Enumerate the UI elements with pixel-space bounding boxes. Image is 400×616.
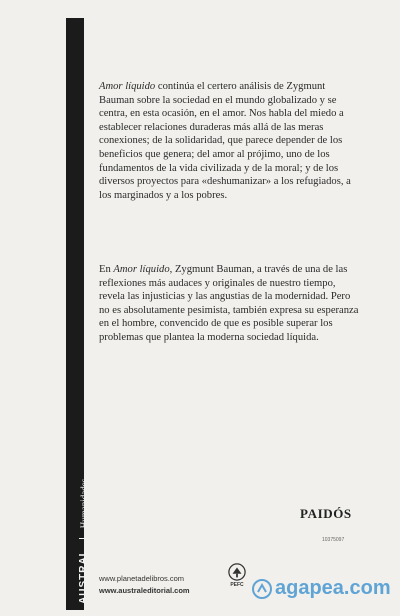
watermark-text: agapea.com (275, 577, 391, 599)
book-title-italic: Amor líquido (99, 81, 156, 92)
pefc-label: PEFC (230, 582, 244, 588)
pefc-logo-icon (228, 563, 246, 581)
spine-text (78, 479, 89, 604)
watermark-logo-icon (252, 579, 272, 599)
url-austral: www.australeditorial.com (99, 586, 190, 595)
book-title-italic-2: Amor líquido (113, 264, 170, 275)
spine-category: Humanidades (78, 478, 89, 529)
watermark (252, 577, 391, 600)
spine-brand: AUSTRAL (78, 549, 89, 604)
publisher-logo: PAIDÓS (300, 506, 352, 521)
book-spine (66, 18, 89, 610)
product-code: 10375097 (322, 537, 345, 543)
blurb-lead-2: En (99, 264, 114, 275)
pefc-certification (228, 563, 246, 588)
blurb-paragraph-2 (99, 263, 361, 345)
blurb-text-2: , Zygmunt Bauman, a través de una de las reflexiones más audaces y originales de nuestro tiempo, revela las injusticias y las angustias de la modernidad. Pero no es absolutamente pesimista, también expresa su esperanza en el hombre, convencido de que es posible superar los problemas que plantea la moderna sociedad líquida. (99, 264, 359, 343)
url-planeta: www.planetadelibros.com (99, 574, 185, 583)
blurb-text-1: continúa el certero análisis de Zygmunt Bauman sobre la sociedad en el mundo globalizado y se centra, en esta ocasión, en el amor. Nos habla del miedo a establecer relaciones duraderas más allá de las meras conexiones; de la solidaridad, que parece depender de los beneficios que genera; del amor al prójimo, uno de los fundamentos de la vida civilizada y de la moral; y de los diversos proyectos para «deshumanizar» a los refugiados, a los marginados y a los pobres. (99, 81, 351, 201)
spine-separator (79, 538, 89, 539)
publisher-urls (99, 573, 190, 597)
blurb-paragraph-1 (99, 80, 361, 202)
